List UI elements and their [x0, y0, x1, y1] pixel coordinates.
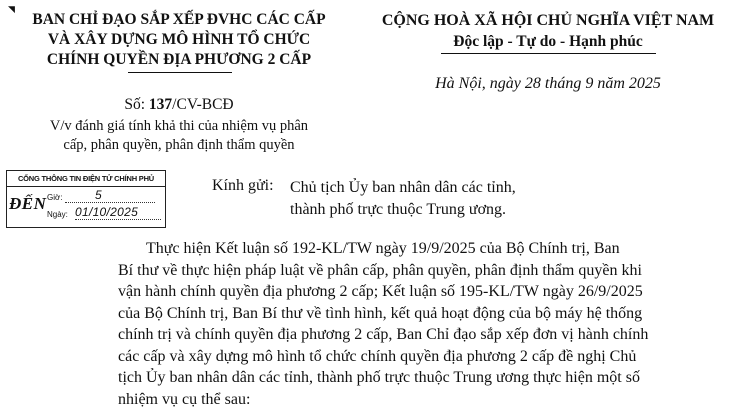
agency-line-3: CHÍNH QUYỀN ĐỊA PHƯƠNG 2 CẤP: [46, 51, 312, 68]
body-line: vận hành chính quyền địa phương 2 cấp; Kết luận số 195-KL/TW ngày 26/9/2025: [118, 283, 643, 300]
document-subject: [18, 117, 340, 155]
body-line: Thực hiện Kết luận số 192-KL/TW ngày 19/9/2025 của Bộ Chính trị, Ban: [146, 240, 620, 257]
stamp-den: ĐẾN: [9, 194, 47, 213]
body-line: tịch Ủy ban nhân dân các tỉnh, thành phố trực thuộc Trung ương thực hiện một số: [118, 369, 640, 386]
recipient-line-2: thành phố trực thuộc Trung ương.: [290, 201, 507, 218]
motto-underline: [441, 53, 656, 54]
recipient: [290, 177, 516, 221]
body-line: nhiệm vụ cụ thể sau:: [118, 390, 251, 408]
national-header: [358, 10, 738, 54]
document-number-suffix: /CV-BCĐ: [172, 96, 234, 113]
agency-line-2: VÀ XÂY DỰNG MÔ HÌNH TỔ CHỨC: [47, 31, 311, 48]
body-line: Bí thư về thực hiện pháp luật về phân cấp, phân quyền, phân định thẩm quyền khi: [118, 261, 642, 279]
subject-line-2: cấp, phân quyền, phân định thẩm quyền: [63, 137, 295, 153]
document-number-value: 137: [148, 96, 173, 113]
body-line: các cấp và xây dựng mô hình tổ chức chính quyền địa phương 2 cấp đề nghị Chủ: [118, 347, 637, 365]
body-line: chính trị và chính quyền địa phương 2 cấp, Ban Chỉ đạo sắp xếp đơn vị hành chính: [118, 326, 649, 343]
stamp-hour-value: 5: [65, 188, 155, 203]
received-stamp: [6, 170, 166, 228]
recipient-line-1: Chủ tịch Ủy ban nhân dân các tỉnh,: [290, 179, 516, 196]
stamp-hour-label: Giờ:: [47, 193, 63, 202]
nation-title: CỘNG HOÀ XÃ HỘI CHỦ NGHĨA VIỆT NAM: [381, 12, 715, 29]
stamp-date-label: Ngày:: [47, 210, 68, 219]
recipient-label: Kính gửi:: [212, 177, 274, 194]
scan-mark: ◥: [8, 4, 15, 14]
issuing-agency: [18, 10, 340, 70]
stamp-date-value: 01/10/2025: [75, 205, 161, 220]
document-date: Hà Nội, ngày 28 tháng 9 năm 2025: [435, 75, 661, 92]
body-line: của Bộ Chính trị, Ban Bí thư về tình hình, kết quả hoạt động của bộ máy hệ thống: [118, 304, 643, 322]
agency-underline: [128, 72, 232, 73]
agency-line-1: BAN CHỈ ĐẠO SẮP XẾP ĐVHC CÁC CẤP: [32, 11, 326, 28]
subject-line-1: V/v đánh giá tính khả thi của nhiệm vụ phân: [49, 118, 309, 134]
body-text: [118, 238, 740, 410]
stamp-organization: CỔNG THÔNG TIN ĐIỆN TỬ CHÍNH PHỦ: [7, 171, 165, 187]
document-number-label: Số:: [124, 96, 146, 113]
national-motto: Độc lập - Tự do - Hạnh phúc: [453, 33, 643, 50]
document-number: [18, 96, 340, 114]
